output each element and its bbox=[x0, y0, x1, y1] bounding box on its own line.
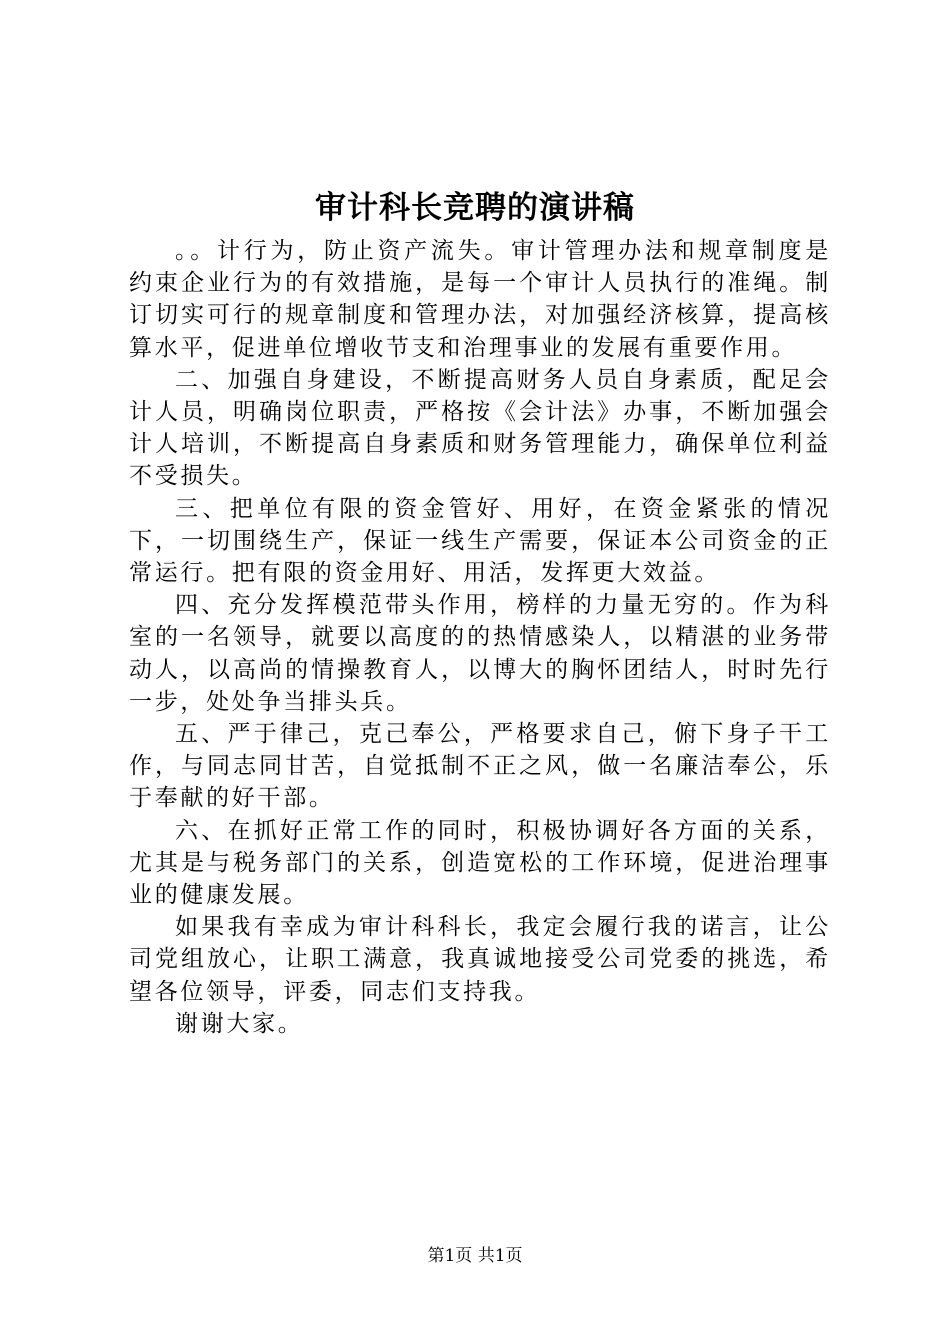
paragraph-point-4: 四、充分发挥模范带头作用，榜样的力量无穷的。作为科室的一名领导，就要以高度的的热情感染人，以精湛的业务带动人，以高尚的情操教育人，以博大的胸怀团结人，时时先行一步，处处争当排头兵。 bbox=[129, 592, 831, 715]
page-footer: 第1页 共1页 bbox=[427, 1246, 523, 1266]
paragraph-point-2: 二、加强自身建设，不断提高财务人员自身素质，配足会计人员，明确岗位职责，严格按《会计法》办事，不断加强会计人培训，不断提高自身素质和财务管理能力，确保单位利益不受损失。 bbox=[129, 366, 831, 490]
paragraph-thanks: 谢谢大家。 bbox=[175, 1010, 304, 1037]
paragraph-point-6: 六、在抓好正常工作的同时，积极协调好各方面的关系，尤其是与税务部门的关系，创造宽松的工作环境，促进治理事业的健康发展。 bbox=[129, 817, 831, 909]
page-title: 审计科长竞聘的演讲稿 bbox=[315, 190, 635, 226]
paragraph-closing: 如果我有幸成为审计科科长，我定会履行我的诺言，让公司党组放心，让职工满意，我真诚地接受公司党委的挑选，希望各位领导，评委，同志们支持我。 bbox=[129, 914, 831, 1005]
document-body bbox=[129, 235, 831, 1040]
paragraph-point-3: 三、把单位有限的资金管好、用好，在资金紧张的情况下，一切围绕生产，保证一线生产需要，保证本公司资金的正常运行。把有限的资金用好、用活，发挥更大效益。 bbox=[129, 495, 831, 587]
paragraph-opening: 。。计行为，防止资产流失。审计管理办法和规章制度是约束企业行为的有效措施，是每一个审计人员执行的准绳。制订切实可行的规章制度和管理办法，对加强经济核算，提高核算水平，促进单位增收节支和治理事业的发展有重要作用。 bbox=[129, 238, 831, 361]
paragraph-point-5: 五、严于律己，克己奉公，严格要求自己，俯下身子干工作，与同志同甘苦，自觉抵制不正之风，做一名廉洁奉公，乐于奉献的好干部。 bbox=[129, 721, 831, 812]
